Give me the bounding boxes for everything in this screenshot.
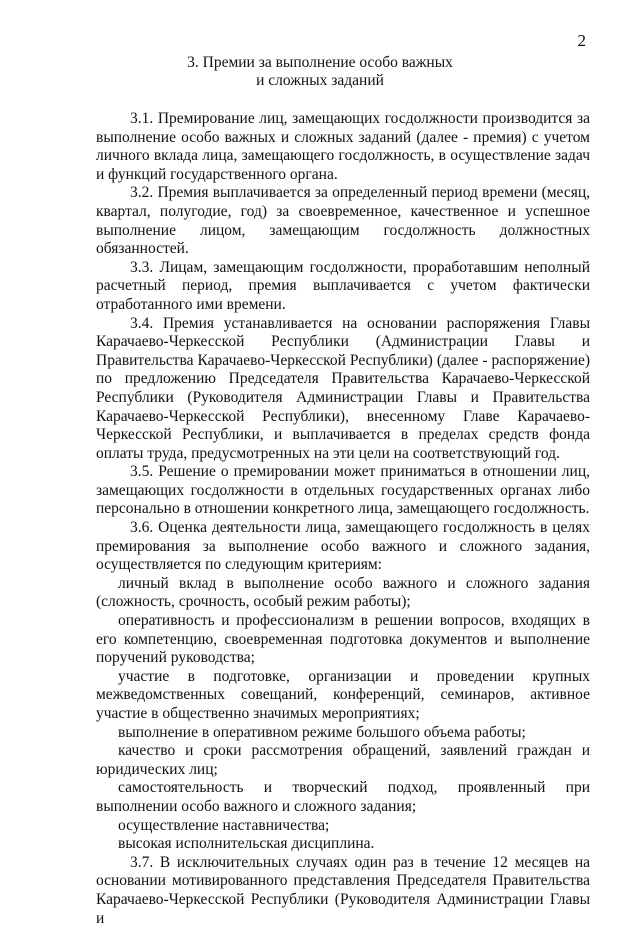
- paragraph-3-6: 3.6. Оценка деятельности лица, замещающего госдолжность в целях премирования за выполнение особо важного и сложного задания, осуществляется по следующим критериям:: [96, 519, 590, 574]
- paragraph-3-2: 3.2. Премия выплачивается за определенный период времени (месяц, квартал, полугодие, год) за своевременное, качественное и успешное выполнение лицом, замещающим госдолжность должностных обязанностей.: [96, 184, 590, 258]
- criterion-item: самостоятельность и творческий подход, проявленный при выполнении особо важного и сложного задания;: [96, 779, 590, 815]
- section-title-line-1: 3. Премии за выполнение особо важных: [187, 54, 453, 71]
- criterion-item: участие в подготовке, организации и проведении крупных межведомственных совещаний, конференций, семинаров, активное участие в общественно значимых мероприятиях;: [96, 667, 590, 722]
- criterion-item: высокая исполнительская дисциплина.: [118, 835, 375, 853]
- paragraph-3-1: 3.1. Премирование лиц, замещающих госдолжности производится за выполнение особо важных и сложных заданий (далее - премия) с учетом личного вклада лица, замещающего госдолжность, в осуществление задач и функций государственного органа.: [96, 110, 590, 183]
- paragraph-3-5: 3.5. Решение о премировании может приниматься в отношении лиц, замещающих госдолжности в отдельных государственных органах либо персонально в отношении конкретного лица, замещающего госдолжность.: [96, 463, 590, 518]
- page-number: 2: [577, 31, 586, 50]
- criterion-item: личный вклад в выполнение особо важного и сложного задания (сложность, срочность, особый режим работы);: [96, 574, 590, 611]
- section-title-line-2: и сложных заданий: [256, 72, 384, 89]
- criterion-item: оперативность и профессионализм в решении вопросов, входящих в его компетенцию, своевременная подготовка документов и выполнение поручений руководства;: [96, 612, 590, 667]
- paragraph-3-4: 3.4. Премия устанавливается на основании распоряжения Главы Карачаево-Черкесской Республики (Администрации Главы и Правительства Карачаево-Черкесской Республики) (далее - распоряжение) по предложению Председателя Правительства Карачаево-Черкесской Республики (Руководителя Администрации Главы и Правительства Карачаево-Черкесской Республики), внесенному Главе Карачаево-Черкесской Республики, и выплачивается в пределах средств фонда оплаты труда, предусмотренных на эти цели на соответствующий год.: [96, 314, 590, 462]
- paragraph-3-3: 3.3. Лицам, замещающим госдолжности, проработавшим неполный расчетный период, премия выплачивается с учетом фактически отработанного ими времени.: [96, 258, 590, 313]
- criterion-item: выполнение в оперативном режиме большого объема работы;: [118, 723, 526, 741]
- paragraph-3-7: 3.7. В исключительных случаях один раз в течение 12 месяцев на основании мотивированного представления Председателя Правительства Карачаево-Черкесской Республики (Руководителя Администрации Главы и: [96, 853, 590, 927]
- criterion-item: качество и сроки рассмотрения обращений, заявлений граждан и юридических лиц;: [96, 742, 590, 778]
- document-body: [96, 110, 590, 928]
- criterion-item: осуществление наставничества;: [118, 816, 330, 834]
- section-title: [0, 54, 640, 90]
